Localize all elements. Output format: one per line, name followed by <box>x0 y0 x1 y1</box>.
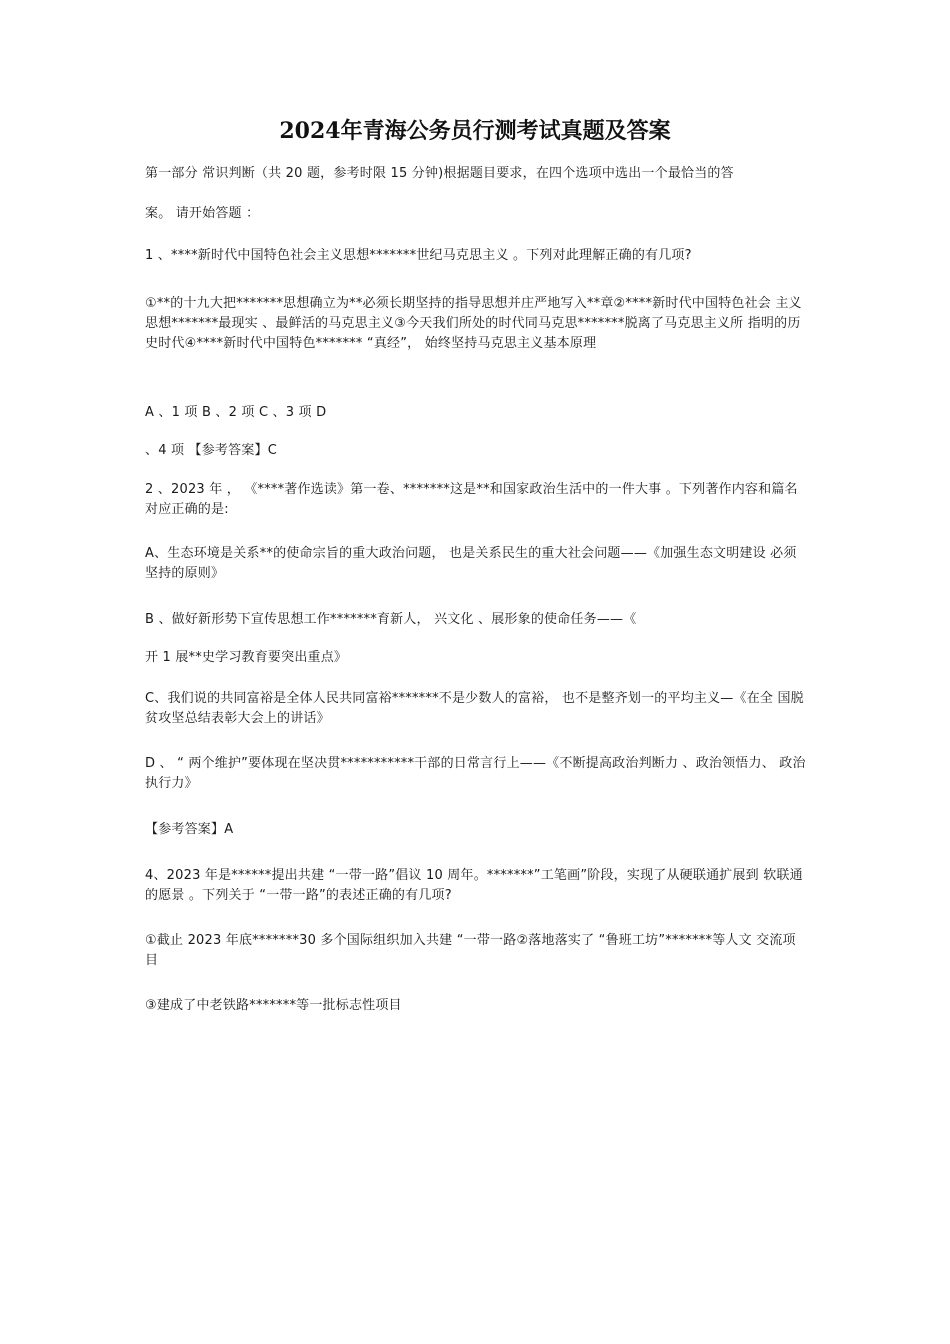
question-4-statements-2: ③建成了中老铁路*******等一批标志性项目 <box>145 998 402 1013</box>
intro-line-1: 第一部分 常识判断（共 20 题，参考时限 15 分钟)根据题目要求，在四个选项中选出一个最恰当的答 <box>145 166 734 181</box>
question-2-answer: 【参考答案】A <box>145 822 234 837</box>
question-2-option-b-line-1: B 、做好新形势下宣传思想工作*******育新人， 兴文化 、展形象的使命任务——《 <box>145 612 637 627</box>
question-1-statements: ①**的十九大把*******思想确立为**必须长期坚持的指导思想并庄严地写入**章②****新时代中国特色社会 主义思想*******最现实 、最鲜活的马克思主义③今天我们所处的时代同马克思*******脱离了马克思主义所 指明的历史时代④****新时代中国特色******* “真经”， 始终坚持马克思主义基本原理 <box>145 296 802 351</box>
question-2-option-c: C、我们说的共同富裕是全体人民共同富裕*******不是少数人的富裕， 也不是整齐划一的平均主义—《在全 国脱贫攻坚总结表彰大会上的讲话》 <box>145 691 804 726</box>
intro-line-2: 案。 请开始答题 ： <box>145 206 260 221</box>
question-1-options: A 、1 项 B 、2 项 C 、3 项 D <box>145 405 327 420</box>
question-2-option-d: D 、 “ 两个维护”要体现在坚决贯***********干部的日常言行上——《不断提高政治判断力 、政治领悟力、 政治执行力》 <box>145 756 806 791</box>
question-1-answer: 、4 项 【参考答案】C <box>145 443 278 458</box>
question-2-option-b-line-2: 开 1 展**史学习教育要突出重点》 <box>145 650 348 665</box>
question-2-option-a: A、生态环境是关系**的使命宗旨的重大政治问题， 也是关系民生的重大社会问题——《加强生态文明建设 必须坚持的原则》 <box>145 546 797 581</box>
question-4-statements-1: ①截止 2023 年底*******30 多个国际组织加入共建 “一带一路②落地落实了 “鲁班工坊”*******等人文 交流项目 <box>145 933 796 968</box>
question-4-stem: 4、2023 年是******提出共建 “一带一路”倡议 10 周年。*******”工笔画”阶段，实现了从硬联通扩展到 软联通的愿景 。下列关于 “一带一路”的表述正确的有几项? <box>145 868 803 903</box>
document-title: 2024年青海公务员行测考试真题及答案 <box>279 118 671 144</box>
question-1-stem: 1 、****新时代中国特色社会主义思想*******世纪马克思主义 。下列对此理解正确的有几项? <box>145 248 692 263</box>
question-2-stem: 2 、2023 年 ， 《****著作选读》第一卷、*******这是**和国家政治生活中的一件大事 。下列著作内容和篇名 对应正确的是: <box>145 482 798 517</box>
